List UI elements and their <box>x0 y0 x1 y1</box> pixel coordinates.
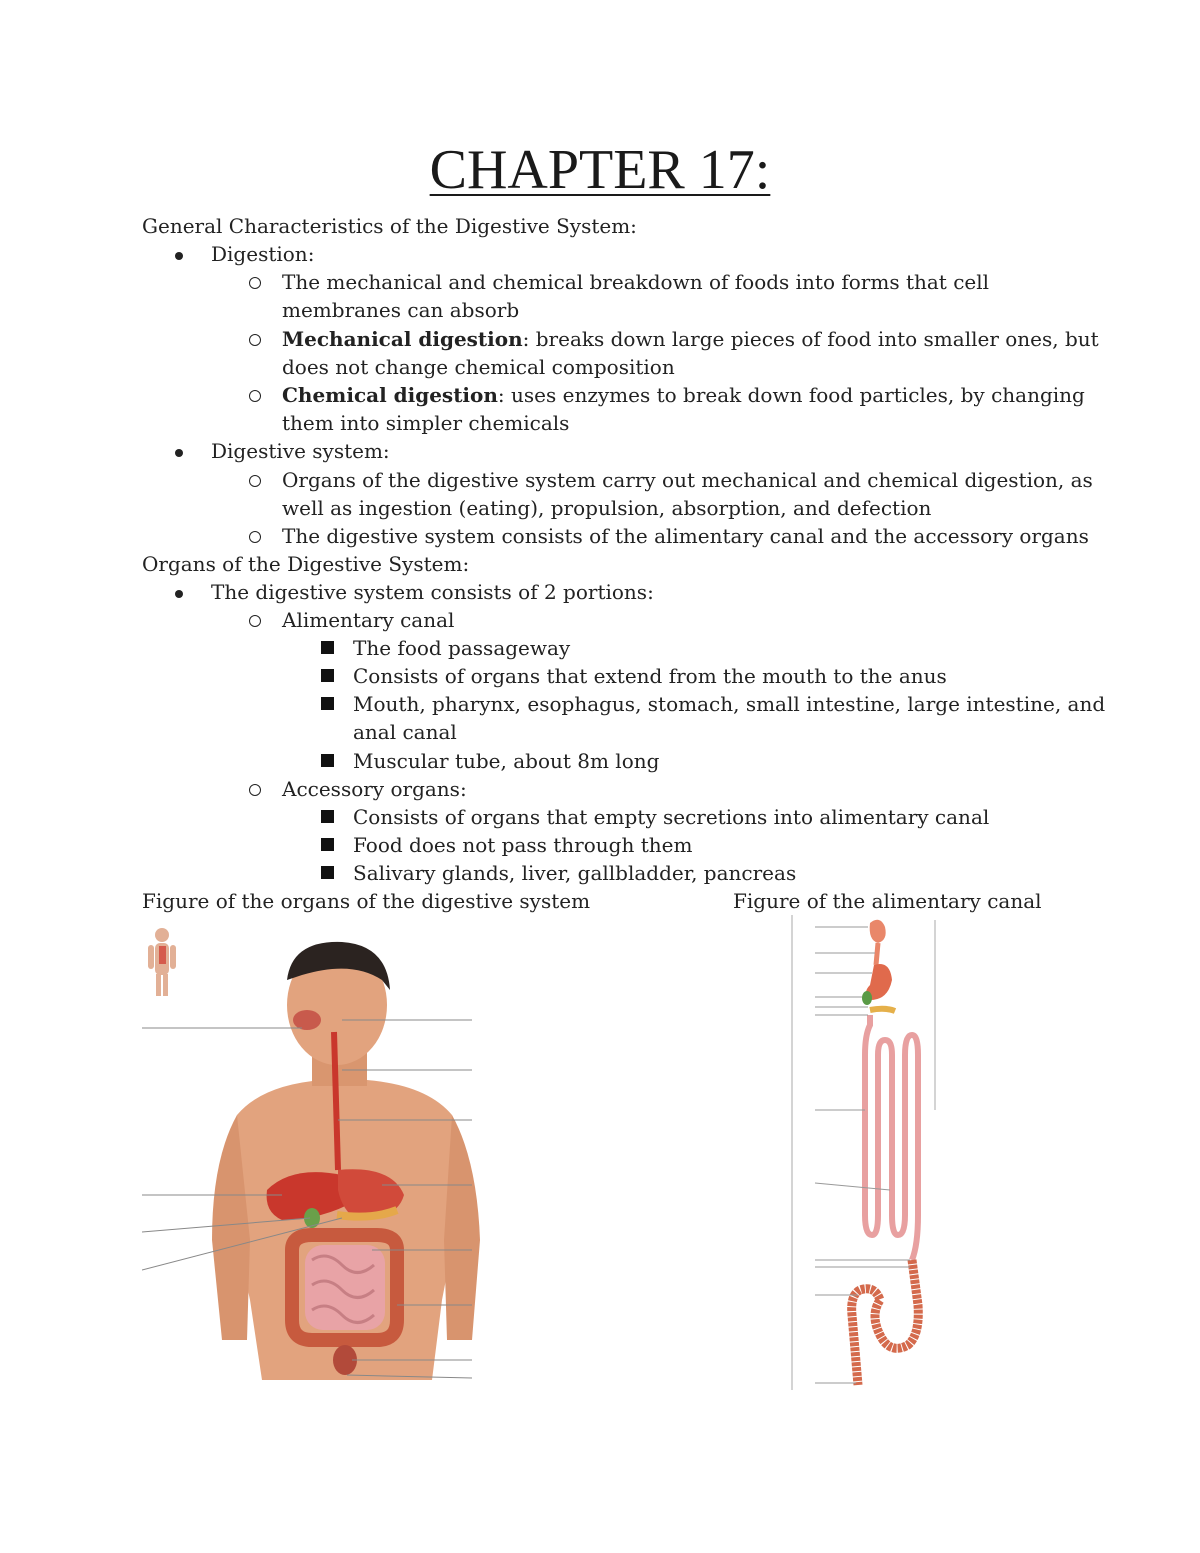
list-item-digestion-def-cont: membranes can absorb <box>282 298 520 322</box>
list-item-accessory: Accessory organs: <box>282 777 467 801</box>
list-item-organ-list-cont: anal canal <box>353 720 457 744</box>
term-chemical: Chemical digestion <box>282 383 498 407</box>
list-item-mechanical <box>282 325 1099 353</box>
list-item-passageway: The food passageway <box>353 636 571 660</box>
list-item-consists: The digestive system consists of the alimentary canal and the accessory organs <box>282 524 1089 548</box>
list-item-mechanical-cont: does not change chemical composition <box>282 355 675 379</box>
bullet-circle-icon <box>249 531 261 543</box>
list-item-portions: The digestive system consists of 2 portions: <box>211 580 654 604</box>
bullet-square-icon <box>321 697 334 710</box>
list-item-organs-carry: Organs of the digestive system carry out mechanical and chemical digestion, as <box>282 468 1093 492</box>
chemical-def: : uses enzymes to break down food particles, by changing <box>497 383 1085 407</box>
section-heading-general: General Characteristics of the Digestive System: <box>142 214 637 238</box>
bullet-circle-icon <box>249 615 261 627</box>
list-item-secretions: Consists of organs that empty secretions into alimentary canal <box>353 805 990 829</box>
list-item-digestion-def: The mechanical and chemical breakdown of foods into forms that cell <box>282 270 990 294</box>
digestive-system-figure <box>142 920 552 1390</box>
list-item-organs-carry-cont: well as ingestion (eating), propulsion, absorption, and defection <box>282 496 932 520</box>
alimentary-canal-figure <box>790 915 950 1390</box>
bullet-square-icon <box>321 866 334 879</box>
bullet-square-icon <box>321 669 334 682</box>
list-item-food-not-pass: Food does not pass through them <box>353 833 693 857</box>
bullet-circle-icon <box>249 277 261 289</box>
bullet-square-icon <box>321 810 334 823</box>
term-mechanical: Mechanical digestion <box>282 327 523 351</box>
bullet-circle-icon <box>249 334 261 346</box>
bullet-square-icon <box>321 641 334 654</box>
list-item-organ-list: Mouth, pharynx, esophagus, stomach, small intestine, large intestine, and <box>353 692 1106 716</box>
list-item-extend: Consists of organs that extend from the mouth to the anus <box>353 664 947 688</box>
list-item-glands: Salivary glands, liver, gallbladder, pancreas <box>353 861 797 885</box>
list-item-alimentary: Alimentary canal <box>282 608 455 632</box>
list-item-muscular: Muscular tube, about 8m long <box>353 749 660 773</box>
bullet-disc-icon <box>175 449 183 457</box>
section-heading-organs: Organs of the Digestive System: <box>142 552 470 576</box>
list-item-digestion: Digestion: <box>211 242 315 266</box>
list-item-chemical-cont: them into simpler chemicals <box>282 411 570 435</box>
bullet-circle-icon <box>249 390 261 402</box>
bullet-disc-icon <box>175 252 183 260</box>
figure-caption-alimentary: Figure of the alimentary canal <box>733 889 1042 913</box>
bullet-circle-icon <box>249 784 261 796</box>
mechanical-def: : breaks down large pieces of food into smaller ones, but <box>522 327 1099 351</box>
list-item-digestive-system: Digestive system: <box>211 439 390 463</box>
bullet-square-icon <box>321 754 334 767</box>
figure-caption-organs: Figure of the organs of the digestive system <box>142 889 591 913</box>
chapter-title: CHAPTER 17: <box>429 139 771 201</box>
list-item-chemical <box>282 381 1085 409</box>
inset-body-icon <box>148 928 176 996</box>
bullet-square-icon <box>321 838 334 851</box>
bullet-disc-icon <box>175 590 183 598</box>
bullet-circle-icon <box>249 475 261 487</box>
